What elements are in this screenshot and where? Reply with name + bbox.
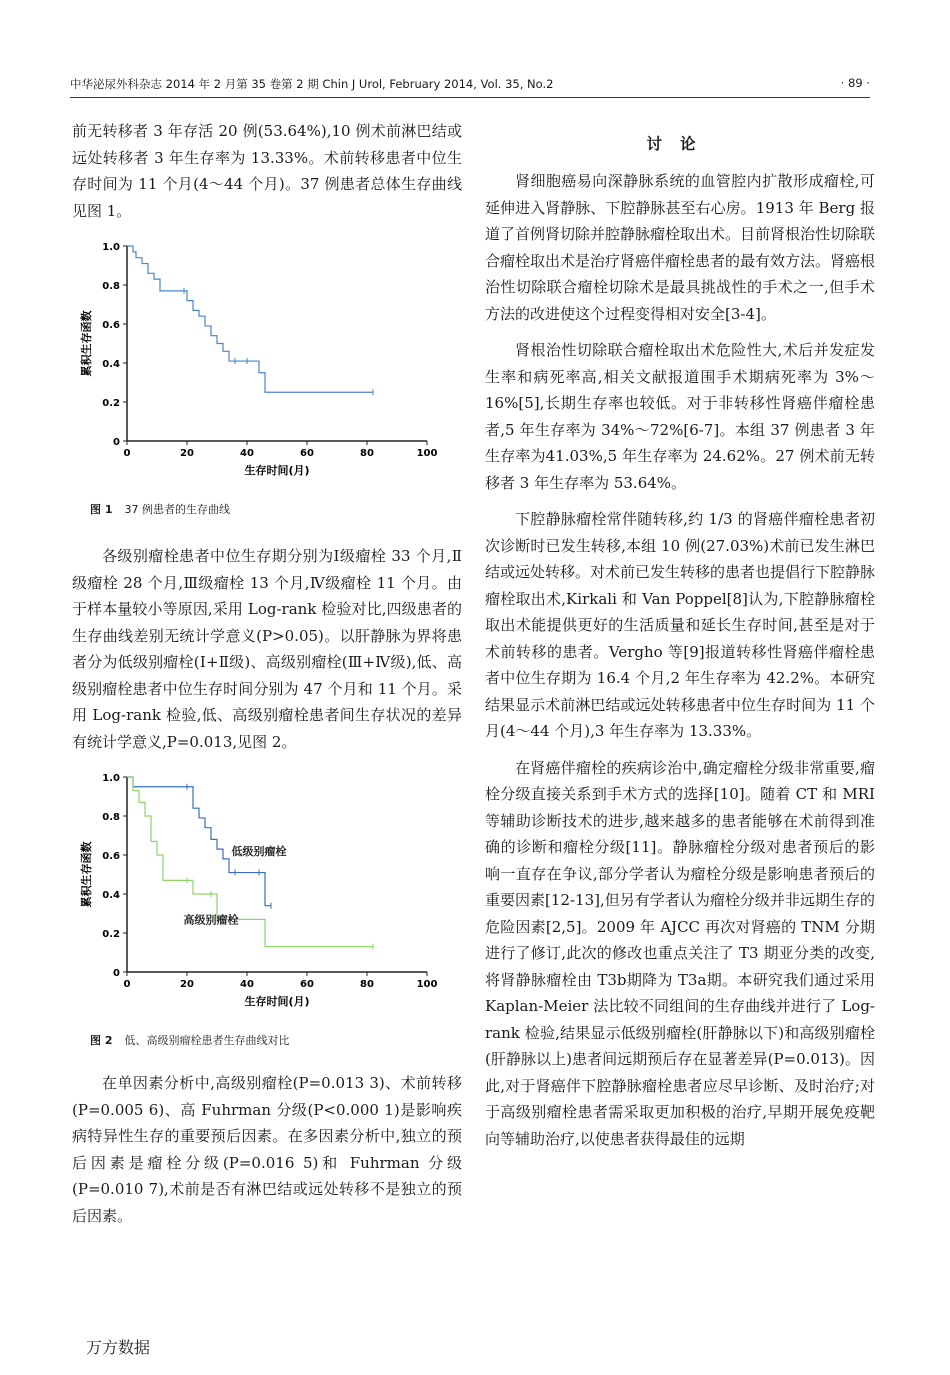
paragraph: 在肾癌伴瘤栓的疾病诊治中,确定瘤栓分级非常重要,瘤栓分级直接关系到手术方式的选择[10]。随着 CT 和 MRI 等辅助诊断技术的进步,越来越多的患者能够在术前得到准确的诊断和瘤栓分级[11]。静脉瘤栓分级对患者预后的影响一直存在争议,部分学者认为瘤栓分级是影响患者预后的重要因素[12-13],但另有学者认为瘤栓分级并非远期生存的危险因素[2,5]。2009 年 AJCC 再次对肾癌的 TNM 分期进行了修订,此次的修改也重点关注了 T3 期亚分类的改变,将肾静脉瘤栓由 T3b期降为 T3a期。本研究我们通过采用 Kaplan-Meier 法比较不同组间的生存曲线并进行了 Log-rank 检验,结果显示低级别瘤栓(肝静脉以下)和高级别瘤栓(肝静脉以上)患者间远期预后存在显著差异(P=0.013)。因此,对于肾癌伴下腔静脉瘤栓患者应尽早诊断、及时治疗;对于高级别瘤栓患者需采取更加积极的治疗,早期开展免疫靶向等辅助治疗,以使患者获得最佳的远期 [485,758,875,1148]
survival-chart-1 [72,234,462,489]
x-tick-label: 100 [416,979,438,990]
figure-2-caption [90,1032,462,1048]
paragraph: 各级别瘤栓患者中位生存期分别为Ⅰ级瘤栓 33 个月,Ⅱ级瘤栓 28 个月,Ⅲ级瘤栓 13 个月,Ⅳ级瘤栓 11 个月。由于样本量较小等原因,采用 Log-rank 检验对比,四级患者的生存曲线差别无统计学意义(P>0.05)。以肝静脉为界将患者分为低级别瘤栓(Ⅰ+Ⅱ级)、高级别瘤栓(Ⅲ+Ⅳ级),低、高级别瘤栓患者中位生存时间分别为 47 个月和 11 个月。采用 Log-rank 检验,低、高级别瘤栓患者间生存状况的差异有统计学意义,P=0.013,见图 2。 [72,547,462,751]
y-tick-label: 0.6 [102,851,120,862]
x-tick-label: 20 [180,448,194,459]
y-tick-label: 0.2 [102,398,120,409]
right-column [485,118,875,1162]
figure-2 [72,765,462,1048]
left-column [72,118,462,1239]
figure-1-caption [90,501,462,517]
y-tick-label: 0.8 [102,812,120,823]
x-tick-label: 0 [123,448,131,459]
y-axis-label: 累积生存函数 [80,310,93,377]
series-line-低级别瘤栓 [127,777,271,906]
x-tick-label: 40 [240,979,254,990]
x-tick-label: 100 [416,448,438,459]
y-tick-label: 0.2 [102,929,120,940]
x-axis-label: 生存时间(月) [244,995,310,1008]
y-tick-label: 1.0 [102,242,120,253]
x-tick-label: 80 [360,448,374,459]
x-tick-label: 40 [240,448,254,459]
figure-label: 图 2 [90,1034,113,1047]
x-tick-label: 60 [300,979,314,990]
y-tick-label: 0 [113,437,120,448]
x-axis-label: 生存时间(月) [244,464,310,477]
x-tick-label: 80 [360,979,374,990]
y-tick-label: 0 [113,968,120,979]
x-tick-label: 60 [300,448,314,459]
y-tick-label: 0.6 [102,320,120,331]
series-line-高级别瘤栓 [127,777,373,947]
figure-label: 图 1 [90,503,113,516]
watermark: 万方数据 [86,1338,151,1357]
figure-caption-text: 37 例患者的生存曲线 [124,503,230,516]
x-tick-label: 0 [123,979,131,990]
paragraph: 肾细胞癌易向深静脉系统的血管腔内扩散形成瘤栓,可延伸进入肾静脉、下腔静脉甚至右心房。1913 年 Berg 报道了首例肾切除并腔静脉瘤栓取出术。目前肾根治性切除联合瘤栓取出术是治疗肾癌伴瘤栓患者的最有效方法。肾癌根治性切除联合瘤栓切除术是最具挑战性的手术之一,但手术方法的改进使这个过程变得相对安全[3-4]。 [485,172,876,323]
journal-info: 中华泌尿外科杂志 2014 年 2 月第 35 卷第 2 期 Chin J Urol, February 2014, Vol. 35, No.2 [70,77,554,91]
y-tick-label: 0.8 [102,281,120,292]
figure-caption-text: 低、高级别瘤栓患者生存曲线对比 [124,1034,290,1047]
x-tick-label: 20 [180,979,194,990]
y-tick-label: 0.4 [102,359,120,370]
page-number: · 89 · [840,76,870,90]
paragraph: 在单因素分析中,高级别瘤栓(P=0.013 3)、术前转移(P=0.005 6)、高 Fuhrman 分级(P<0.000 1)是影响疾病特异性生存的重要预后因素。在多因素分析中,独立的预后因素是瘤栓分级(P=0.016 5)和 Fuhrman 分级(P=0.010 7),术前是否有淋巴结或远处转移不是独立的预后因素。 [72,1074,462,1225]
paragraph: 前无转移者 3 年存活 20 例(53.64%),10 例术前淋巴结或远处转移者 3 年生存率为 13.33%。术前转移患者中位生存时间为 11 个月(4～44 个月)。37 例患者总体生存曲线见图 1。 [72,122,462,220]
y-tick-label: 1.0 [102,773,120,784]
series-label: 低级别瘤栓 [231,845,287,858]
paragraph: 下腔静脉瘤栓常伴随转移,约 1/3 的肾癌伴瘤栓患者初次诊断时已发生转移,本组 10 例(27.03%)术前已发生淋巴结或远处转移。对术前已发生转移的患者也提倡行下腔静脉瘤栓取出术,Kirkali 和 Van Poppel[8]认为,下腔静脉瘤栓取出术能提供更好的生活质量和延长生存时间,甚至是对于术前转移的患者。Vergho 等[9]报道转移性肾癌伴瘤栓患者中位生存期为 16.4 个月,2 年生存率为 42.2%。本研究结果显示术前淋巴结或远处转移患者中位生存时间为 11 个月(4～44 个月),3 年生存率为 13.33%。 [485,510,876,740]
series-line-0 [127,246,373,392]
y-axis-label: 累积生存函数 [80,841,93,908]
running-header [70,76,870,98]
paragraph: 肾根治性切除联合瘤栓取出术危险性大,术后并发症发生率和病死率高,相关文献报道围手术期病死率为 3%～16%[5],长期生存率也较低。对于非转移性肾癌伴瘤栓患者,5 年生存率为 34%～72%[6-7]。本组 37 例患者 3 年生存率为41.03%,5 年生存率为 24.62%。27 例术前无转移者 3 年生存率为 53.64%。 [485,341,875,492]
y-tick-label: 0.4 [102,890,120,901]
figure-1 [72,234,462,517]
survival-chart-2 [72,765,462,1020]
section-title: 讨论 [646,135,714,153]
header-rule [70,97,870,98]
series-label: 高级别瘤栓 [183,913,239,927]
